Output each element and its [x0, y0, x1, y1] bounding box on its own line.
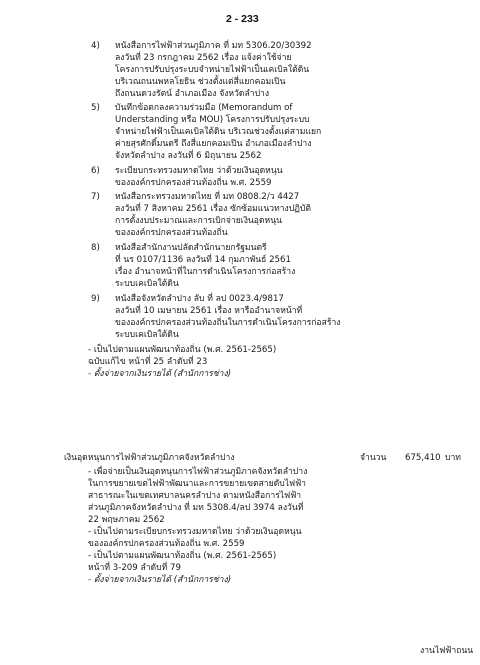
subsidy-line: 22 พฤษภาคม 2562	[88, 515, 165, 525]
item-number: 5)	[91, 103, 100, 113]
item-line: ถึงถนนดวงรัตน์ อำเภอเมือง จังหวัดลำปาง	[115, 89, 270, 99]
funding-source-note: - ตั้งจ่ายจากเงินรายได้ (สำนักการช่าง)	[88, 575, 232, 585]
item-line: ขององค์กรปกครองส่วนท้องถิ่นในการดำเนินโครงการก่อสร้าง	[115, 318, 341, 328]
subsidy-line: - เพื่อจ่ายเป็นเงินอุดหนุนการไฟฟ้าส่วนภูมิภาคจังหวัดลำปาง	[88, 467, 308, 477]
item-line: จังหวัดลำปาง ลงวันที่ 6 มิถุนายน 2562	[115, 151, 262, 161]
item-line: เรื่อง อำนาจหน้าที่ในการดำเนินโครงการก่อสร้าง	[115, 267, 296, 277]
subsidy-line: - เป็นไปตามแผนพัฒนาท้องถิ่น (พ.ศ. 2561-2565)	[88, 551, 277, 561]
subsidy-line: หน้าที่ 3-209 ลำดับที่ 79	[88, 563, 181, 573]
item-number: 9)	[91, 294, 100, 304]
item-line: ระบบเคเบิลใต้ดิน	[115, 330, 179, 340]
page-number: 2 - 233	[226, 13, 259, 25]
reference-item-6	[91, 165, 361, 189]
item-number: 4)	[91, 41, 100, 51]
item-line: Understanding หรือ MOU) โครงการปรับปรุงระบบ	[115, 115, 310, 125]
reference-item-7	[91, 191, 361, 239]
item-line: โครงการปรับปรุงระบบจำหน่ายไฟฟ้าเป็นเคเบิลใต้ดิน	[115, 65, 310, 75]
item-line: ที่ นร 0107/1136 ลงวันที่ 14 กุมภาพันธ์ 2561	[115, 255, 291, 265]
item-line: บันทึกข้อตกลงความร่วมมือ (Memorandum of	[115, 103, 293, 113]
amount-value: 675,410	[405, 453, 441, 463]
footer-section-tag: งานไฟฟ้าถนน	[420, 646, 474, 656]
funding-source-note: - ตั้งจ่ายจากเงินรายได้ (สำนักการช่าง)	[88, 369, 232, 379]
plan-note	[88, 344, 276, 380]
item-number: 8)	[91, 243, 100, 253]
reference-item-9	[91, 293, 361, 341]
subsidy-heading: เงินอุดหนุนการไฟฟ้าส่วนภูมิภาคจังหวัดลำปาง	[64, 453, 235, 463]
item-line: หนังสือการไฟฟ้าส่วนภูมิภาค ที่ มท 5306.20/30392	[115, 41, 312, 51]
item-number: 7)	[91, 192, 100, 202]
plan-note-line: - เป็นไปตามแผนพัฒนาท้องถิ่น (พ.ศ. 2561-2565)	[88, 345, 277, 355]
item-line: หนังสือสำนักงานปลัดสำนักนายกรัฐมนตรี	[115, 243, 267, 253]
subsidy-line: - เป็นไปตามระเบียบกระทรวงมหาดไทย ว่าด้วยเงินอุดหนุน	[88, 527, 302, 537]
item-line: ระบบเคเบิลใต้ดิน	[115, 279, 179, 289]
item-line: หนังสือกระทรวงมหาดไทย ที่ มท 0808.2/ว 4427	[115, 192, 300, 202]
item-line: บริเวณถนนพหลโยธิน ช่วงตั้งแต่สี่แยกคอมเปิน	[115, 77, 286, 87]
subsidy-line: ส่วนภูมิภาคจังหวัดลำปาง ที่ มท 5308.4/ลป 3974 ลงวันที่	[88, 503, 304, 513]
item-line: ลงวันที่ 23 กรกฎาคม 2562 เรื่อง แจ้งค่าใช้จ่าย	[115, 53, 292, 63]
subsidy-line: ในการขยายเขตไฟฟ้าพัฒนาและการขยายเขตสายดับไฟฟ้า	[88, 479, 307, 489]
item-line: ขององค์กรปกครองส่วนท้องถิ่น	[115, 228, 228, 238]
reference-item-8	[91, 242, 361, 290]
reference-item-5	[91, 102, 361, 162]
subsidy-description	[88, 466, 307, 586]
item-line: การตั้งงบประมาณและการเบิกจ่ายเงินอุดหนุน	[115, 216, 282, 226]
subsidy-line: สาธารณะในเขตเทศบาลนครลำปาง ตามหนังสือการไฟฟ้า	[88, 491, 302, 501]
item-line: ลงวันที่ 10 เมษายน 2561 เรื่อง หารืออำนาจหน้าที่	[115, 306, 303, 316]
item-number: 6)	[91, 166, 100, 176]
item-line: ลงวันที่ 7 สิงหาคม 2561 เรื่อง ซักซ้อมแนวทางปฏิบัติ	[115, 204, 311, 214]
amount-unit: บาท	[445, 453, 461, 463]
reference-item-4	[91, 40, 361, 100]
plan-note-line: ฉบับแก้ไข หน้าที่ 25 ลำดับที่ 23	[88, 357, 208, 367]
item-line: ค่ายสุรศักดิ์มนตรี ถึงสี่แยกคอมเปิน อำเภอเมืองลำปาง	[115, 139, 312, 149]
amount-label: จำนวน	[360, 453, 387, 463]
item-line: จำหน่ายไฟฟ้าเป็นเคเบิลใต้ดิน บริเวณช่วงตั้งแต่สามแยก	[115, 127, 322, 137]
item-line: หนังสือจังหวัดลำปาง ลับ ที่ ลป 0023.4/9817	[115, 294, 284, 304]
item-line: ระเบียบกระทรวงมหาดไทย ว่าด้วยเงินอุดหนุน	[115, 166, 283, 176]
subsidy-line: ขององค์กรปกครองส่วนท้องถิ่น พ.ศ. 2559	[88, 539, 245, 549]
item-line: ขององค์กรปกครองส่วนท้องถิ่น พ.ศ. 2559	[115, 178, 272, 188]
